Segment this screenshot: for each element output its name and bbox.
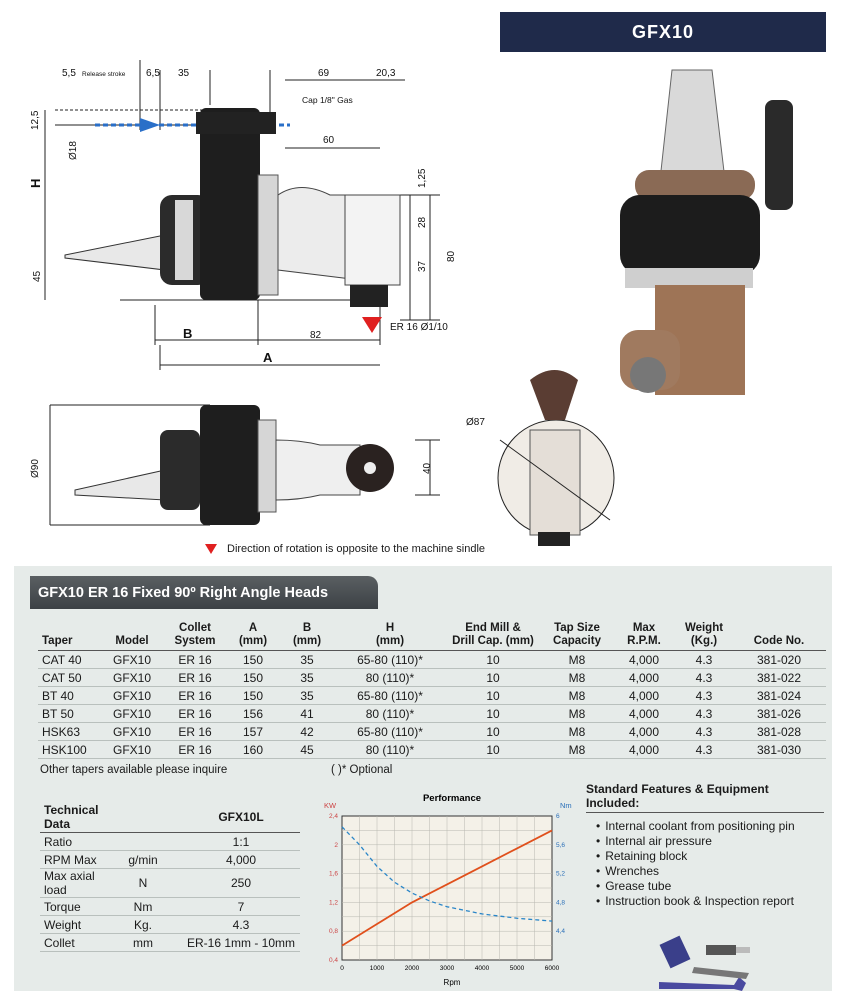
chart-y-right-tick-label: 4,8	[556, 899, 566, 907]
list-item: • Grease tube	[596, 879, 824, 894]
chart-x-tick-label: 6000	[544, 965, 560, 972]
dim-dia87: Ø87	[466, 417, 485, 428]
page-title: GFX10	[500, 12, 826, 52]
dim-cap: Cap 1/8" Gas	[302, 95, 353, 105]
dim-69: 69	[318, 68, 330, 79]
table-row: BT 50 GFX10 ER 16 156 41 80 (110)* 10 M8 4,000 4.3 381-026	[38, 705, 826, 723]
col-header: A (mm)	[228, 622, 278, 651]
col-header: Max R.P.M.	[612, 622, 676, 651]
chart-ylabel-left: KW	[324, 801, 337, 810]
features-title: Standard Features & Equipment Included:	[586, 782, 824, 813]
tech-header-row: Technical Data GFX10L	[40, 802, 300, 833]
col-header: End Mill & Drill Cap. (mm)	[444, 622, 542, 651]
dim-82: 82	[310, 330, 322, 341]
dim-45: 45	[32, 270, 43, 282]
dim-6-5: 6,5	[146, 68, 160, 79]
col-header: H (mm)	[336, 622, 444, 651]
chart-y-left-tick-label: 1,2	[328, 899, 338, 907]
dim-40: 40	[422, 462, 433, 474]
list-item: • Internal air pressure	[596, 834, 824, 849]
dim-35: 35	[178, 68, 190, 79]
col-header: Taper	[38, 622, 102, 651]
chart-y-right-tick-label: 4,4	[556, 928, 566, 936]
chart-y-left-tick-label: 2,4	[328, 813, 338, 820]
table-row: CAT 50 GFX10 ER 16 150 35 80 (110)* 10 M8 4,000 4.3 381-022	[38, 669, 826, 687]
product-table	[38, 622, 826, 759]
col-header: Tap Size Capacity	[542, 622, 612, 651]
dim-release-stroke: 5,5	[62, 68, 76, 79]
chart-xlabel: Rpm	[443, 978, 461, 987]
table-header-row	[38, 622, 826, 651]
table-row: Max axial load N 250	[40, 869, 300, 898]
dim-37: 37	[417, 260, 428, 272]
list-item: • Retaining block	[596, 849, 824, 864]
chart-y-right-tick-label: 5,6	[556, 841, 566, 849]
product-title: GFX10 ER 16 Fixed 90º Right Angle Heads	[30, 576, 378, 609]
rotation-note-text: Direction of rotation is opposite to the machine sindle	[227, 543, 486, 555]
col-header: B (mm)	[278, 622, 336, 651]
table-row: RPM Max g/min 4,000	[40, 851, 300, 869]
dim-80: 80	[446, 250, 457, 262]
performance-chart	[316, 790, 588, 988]
chart-y-right-tick-label: 6	[556, 813, 560, 820]
table-row: Ratio 1:1	[40, 833, 300, 851]
chart-y-left-tick-label: 2	[334, 841, 338, 849]
dim-H: H	[28, 178, 43, 188]
dim-1-25: 1,25	[417, 168, 428, 188]
chart-x-tick-label: 4000	[474, 965, 490, 972]
features-box	[586, 782, 824, 997]
chart-x-tick-label: 5000	[509, 965, 525, 972]
col-header: Weight (Kg.)	[676, 622, 732, 651]
chart-y-left-tick-label: 0,8	[328, 928, 338, 936]
dim-20-3: 20,3	[376, 68, 396, 79]
chart-y-right-tick-label: 5,2	[556, 870, 566, 878]
dim-dia18: Ø18	[68, 141, 79, 160]
chart-x-tick-label: 2000	[404, 965, 420, 972]
chart-x-tick-label: 3000	[439, 965, 455, 972]
table-row: HSK63 GFX10 ER 16 157 42 65-80 (110)* 10 M8 4,000 4.3 381-028	[38, 723, 826, 741]
chart-x-tick-label: 1000	[369, 965, 385, 972]
dim-60: 60	[323, 135, 335, 146]
rotation-triangle-icon	[205, 544, 217, 554]
table-row: HSK100 GFX10 ER 16 160 45 80 (110)* 10 M8 4,000 4.3 381-030	[38, 741, 826, 759]
table-row: Collet mm ER-16 1mm - 10mm	[40, 934, 300, 952]
col-header: Collet System	[162, 622, 228, 651]
chart-y-left-tick-label: 1,6	[328, 870, 338, 878]
dim-B: B	[183, 326, 193, 341]
technical-data-table	[40, 802, 300, 952]
features-list	[586, 819, 824, 909]
dim-release-stroke-label: Release stroke	[82, 71, 126, 78]
dim-28: 28	[417, 216, 428, 228]
chart-ylabel-right: Nm	[560, 801, 572, 810]
note-tapers: Other tapers available please inquire	[40, 764, 228, 776]
col-header: Code No.	[732, 622, 826, 651]
dim-12-5: 12,5	[30, 110, 41, 130]
list-item: • Internal coolant from positioning pin	[596, 819, 824, 834]
table-row: BT 40 GFX10 ER 16 150 35 65-80 (110)* 10 M8 4,000 4.3 381-024	[38, 687, 826, 705]
note-optional: ( )* Optional	[331, 764, 393, 776]
rotation-note	[205, 543, 485, 555]
accessories-image	[654, 927, 804, 997]
list-item: • Wrenches	[596, 864, 824, 879]
chart-x-tick-label: 0	[340, 965, 344, 972]
table-row: CAT 40 GFX10 ER 16 150 35 65-80 (110)* 10 M8 4,000 4.3 381-020	[38, 651, 826, 669]
dim-dia90: Ø90	[30, 459, 41, 478]
table-row: Torque Nm 7	[40, 898, 300, 916]
dim-er16: ER 16 Ø1/10	[390, 322, 448, 333]
list-item: • Instruction book & Inspection report	[596, 894, 824, 909]
col-header: Model	[102, 622, 162, 651]
chart-y-left-tick-label: 0,4	[328, 957, 338, 964]
dim-A: A	[263, 350, 273, 365]
table-row: Weight Kg. 4.3	[40, 916, 300, 934]
chart-title: Performance	[422, 793, 482, 804]
